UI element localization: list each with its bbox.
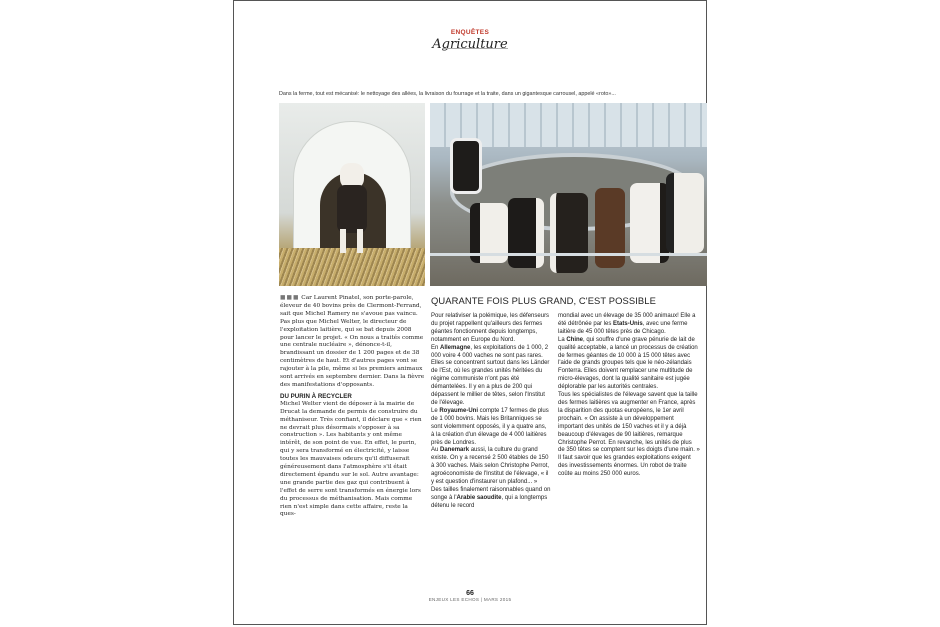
calf-photo [279, 103, 425, 286]
paragraph-bullet: ■■■ [280, 295, 300, 301]
page-footer [233, 590, 707, 602]
page-number: 66 [466, 590, 474, 597]
col1-paragraph-1: Car Laurent Pinatel, son porte-parole, éleveur de 40 bovins près de Clermont-Ferrand, sait que Michel Ramery ne s'avoue pas vaincu. Pas plus que Michel Welter, le directeur de l'exploitation laitière, qui se bat depuis 2008 pour lancer le projet. « On nous a traités comme une centrale nucléaire », dénonce-t-il, brandissant un dossier de 1 200 pages et de 38 centimètres de haut. Et d'autres pages vont se rajouter à la pile, même si les premiers animaux sont arrivés en septembre dernier. Dans la fièvre des manifestations d'opposants. [280, 295, 425, 388]
article-column-3 [558, 313, 700, 479]
col1-subhead: DU PURIN À RECYCLER [280, 392, 352, 400]
header-rule [442, 48, 508, 49]
col3-paragraph-3: Tous les spécialistes de l'élevage savent que la taille des fermes laitières va augmenter en France, après la disparition des quotas européens, le 1er avril prochain. « On assiste à un développement important des unités de 150 vaches et il y a déjà beaucoup d'élevages de 90 laitières, remarque Christophe Perrot. En revanche, les unités de plus de 350 têtes se comptent sur les doigts d'une main. » Il faut savoir que les grandes exploitations exigent des investissements énormes. Un robot de traite coûte au moins 250 000 euros. [558, 392, 700, 478]
col2-paragraph-3: Le Royaume-Uni compte 17 fermes de plus de 1 000 bovins. Mais les Britanniques se sont violemment opposés, il y a quatre ans, à la création d'un élevage de 4 000 laitières près de Londres. [431, 407, 549, 446]
box-heading: QUARANTE FOIS PLUS GRAND, C'EST POSSIBLE [431, 295, 656, 306]
publication-line: ENJEUX LES ECHOS | MARS 2015 [428, 597, 512, 602]
rotary-milking-photo [430, 103, 707, 286]
calf [337, 163, 367, 253]
col2-paragraph-5: Des tailles finalement raisonnables quand on songe à l'Arabie saoudite, qui a longtemps détenu le record [431, 486, 551, 509]
col2-paragraph-4: Au Danemark aussi, la culture du grand existe. On y a recensé 2 500 étables de 150 à 300 vaches. Mais selon Christophe Perrot, agroéconomiste de l'Institut de l'élevage, « il y est question d'instaurer un plafond... » [431, 447, 550, 486]
col2-paragraph-1: Pour relativiser la polémique, les défenseurs du projet rappellent qu'ailleurs des fermes géantes fonctionnent depuis longtemps, notamment en Europe du Nord. [431, 313, 550, 343]
col1-paragraph-2: Michel Welter vient de déposer à la mairie de Drucat la demande de permis de construire du méthaniseur. Très confiant, il déclare que « rien ne devrait plus désormais s'opposer à sa construction ». Les habitants y ont même intérêt, de son point de vue. En effet, le purin, qui y sera transformé en électricité, y laisse toutes les mauvaises odeurs qu'il diffuserait généreusement dans l'atmosphère s'il était directement épandu sur le sol. Autre avantage: une grande partie des gaz qui contribuent à l'effet de serre sont transformés en énergie lors du processus de méthanisation. Mais comme rien n'est simple dans cette affaire, reste la ques- [280, 400, 422, 518]
photo-caption: Dans la ferme, tout est mécanisé: le nettoyage des allées, la livraison du fourrage et la traite, dans un gigantesque carrousel, appelé «roto»... [279, 91, 616, 97]
article-column-2 [431, 313, 551, 511]
section-kicker: ENQUÊTES [450, 29, 490, 36]
section-rubric: Agriculture [432, 37, 508, 52]
col3-paragraph-1: mondial avec un élevage de 35 000 animaux! Elle a été détrônée par les Etats-Unis, avec une ferme laitière de 45 000 têtes près de Chicago. [558, 313, 696, 335]
col3-paragraph-2: La Chine, qui souffre d'une grave pénurie de lait de qualité acceptable, a lancé un processus de création de fermes géantes de 10 000 à 15 000 têtes avec l'aide de grands groupes tels que le néo-zélandais Fonterra. Elles doivent remplacer une multitude de micro-élevages, dont la qualité sanitaire est jugée déplorable par les autorités centrales. [558, 336, 698, 391]
col2-paragraph-2: En Allemagne, les exploitations de 1 000, 2 000 voire 4 000 vaches ne sont pas rares. Elles se concentrent surtout dans les Länder de l'Est, où les grandes unités héritées du régime communiste n'ont pas été démantelées. Il y en a plus de 200 qui dépassent le millier de têtes, selon l'Institut de l'élevage. [431, 344, 550, 406]
article-column-1 [280, 295, 425, 519]
